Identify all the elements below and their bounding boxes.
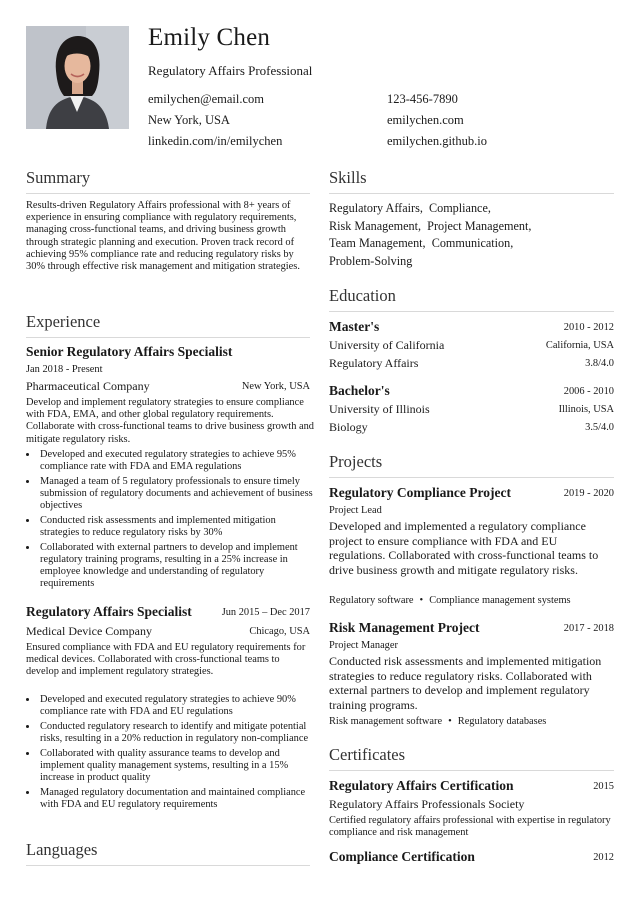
project-title: Risk Management Project xyxy=(329,620,480,635)
project-tag: Regulatory software xyxy=(329,595,414,606)
degree-gpa: 3.5/4.0 xyxy=(585,422,614,433)
github-link[interactable]: emilychen.github.io xyxy=(387,134,487,148)
summary-divider xyxy=(26,193,310,194)
languages-divider xyxy=(26,865,310,866)
phone-number: 123-456-7890 xyxy=(387,92,458,106)
skill-item: Problem-Solving xyxy=(329,253,413,268)
job-bullet: • Managed a team of 5 regulatory professionals to ensure timely submission of regulatory documents and achievement of business objectives xyxy=(38,476,314,512)
certificate-issuer: Regulatory Affairs Professionals Society xyxy=(329,797,525,811)
skill-item: Team Management, xyxy=(329,236,426,251)
job-location: New York, USA xyxy=(241,381,310,392)
project-role: Project Manager xyxy=(329,640,398,651)
school-name: University of Illinois xyxy=(329,402,430,416)
project-description: Conducted risk assessments and implemented mitigation strategies to reduce regulatory risks. Collaborated with external partners to develop and implement regulatory training programs. xyxy=(329,654,602,712)
school-location: California, USA xyxy=(545,340,614,351)
project-dates: 2017 - 2018 xyxy=(563,623,614,634)
skill-item: Regulatory Affairs, xyxy=(329,201,423,215)
job-dates: Jun 2015 – Dec 2017 xyxy=(221,607,310,618)
school-location: Illinois, USA xyxy=(558,404,614,415)
degree-field: Biology xyxy=(329,420,368,434)
skill-item: Project Management, xyxy=(427,218,532,233)
job-company: Medical Device Company xyxy=(26,624,152,638)
certificate-title: Compliance Certification xyxy=(329,849,475,864)
experience-divider xyxy=(26,337,310,338)
degree-field: Regulatory Affairs xyxy=(329,356,419,370)
job-bullet: • Conducted risk assessments and implemented mitigation strategies to reduce regulatory risks by 30% xyxy=(38,515,314,539)
certificate-title: Regulatory Affairs Certification xyxy=(329,778,514,793)
job-dates: Jan 2018 - Present xyxy=(26,364,103,375)
degree-gpa: 3.8/4.0 xyxy=(585,358,614,369)
project-description: Developed and implemented a regulatory compliance project to ensure compliance with FDA and EU regulations. Collaborated with cross-functional teams to drive business growth and mitigate regulatory risks. xyxy=(329,519,599,577)
experience-heading: Experience xyxy=(26,312,101,331)
job-bullets xyxy=(26,694,314,814)
skills-heading: Skills xyxy=(329,168,367,187)
certificates-divider xyxy=(329,770,614,771)
job-title: Senior Regulatory Affairs Specialist xyxy=(26,344,233,359)
certificates-heading: Certificates xyxy=(329,745,406,764)
job-title: Regulatory Affairs Specialist xyxy=(26,604,192,619)
certificate-description: Certified regulatory affairs professional with expertise in regulatory compliance and risk management xyxy=(329,815,611,839)
job-bullet: • Collaborated with quality assurance teams to develop and implement quality management systems, resulting in a 15% increase in product quality xyxy=(38,748,314,784)
project-tag: Regulatory databases xyxy=(457,716,547,727)
projects-heading: Projects xyxy=(329,452,383,471)
project-role: Project Lead xyxy=(329,505,382,516)
project-dates: 2019 - 2020 xyxy=(563,488,614,499)
languages-heading: Languages xyxy=(26,840,98,859)
job-company: Pharmaceutical Company xyxy=(26,379,150,393)
skills-list xyxy=(329,200,614,270)
profile-photo xyxy=(26,26,129,129)
degree-title: Bachelor's xyxy=(329,383,390,398)
job-bullet: • Collaborated with external partners to develop and implement regulatory training programs, resulting in a 25% increase in employee knowledge and understanding of regulatory requirements xyxy=(38,542,314,590)
school-name: University of California xyxy=(329,338,445,352)
linkedin-link[interactable]: linkedin.com/in/emilychen xyxy=(148,134,283,148)
project-tag: Risk management software xyxy=(329,716,443,727)
location-text: New York, USA xyxy=(148,113,230,127)
job-description: Develop and implement regulatory strategies to ensure compliance with FDA, EMA, and other global regulatory requirements. Collaborate with cross-functional teams to drive business growth and mitigate regulatory risks. xyxy=(26,397,314,445)
project-tags: Risk management software • Regulatory databases xyxy=(329,716,547,727)
website-link[interactable]: emilychen.com xyxy=(387,113,464,127)
project-title: Regulatory Compliance Project xyxy=(329,485,511,500)
skill-item: Communication, xyxy=(431,236,514,251)
job-bullet: • Developed and executed regulatory strategies to achieve 95% compliance rate with FDA and EMA regulations xyxy=(38,449,314,473)
candidate-title: Regulatory Affairs Professional xyxy=(148,63,313,78)
job-bullets xyxy=(26,449,314,593)
degree-dates: 2006 - 2010 xyxy=(563,386,614,397)
job-bullet: • Developed and executed regulatory strategies to achieve 90% compliance rate with FDA and EU regulations xyxy=(38,694,314,718)
certificate-year: 2012 xyxy=(593,852,614,863)
candidate-name: Emily Chen xyxy=(148,24,271,51)
email-link[interactable]: emilychen@email.com xyxy=(148,92,264,106)
job-bullet: • Managed regulatory documentation and maintained compliance with FDA and EU regulatory requirements xyxy=(38,787,314,811)
certificate-year: 2015 xyxy=(593,781,614,792)
education-divider xyxy=(329,311,614,312)
job-description: Ensured compliance with FDA and EU regulatory requirements for medical devices. Collaborated with cross-functional teams to develop and implement regulatory strategies. xyxy=(26,642,306,678)
summary-heading: Summary xyxy=(26,168,91,187)
degree-dates: 2010 - 2012 xyxy=(563,322,614,333)
project-tag: Compliance management systems xyxy=(429,595,571,606)
skill-item: Compliance, xyxy=(428,201,491,215)
skill-item: Risk Management, xyxy=(329,218,422,233)
job-bullet: • Conducted regulatory research to identify and mitigate potential risks, resulting in a 20% reduction in regulatory non-compliance xyxy=(38,721,314,745)
skills-divider xyxy=(329,193,614,194)
job-location: Chicago, USA xyxy=(249,626,310,637)
summary-text: Results-driven Regulatory Affairs professional with 8+ years of experience in ensuring compliance with regulatory requirements, managing cross-functional teams, and driving business growth through strategic planning and execution. Proven track record of achieving 95% compliance rate and reducing regulatory risks by 30% through effective risk management and mitigation strategies. xyxy=(26,200,300,273)
degree-title: Master's xyxy=(329,319,380,334)
projects-divider xyxy=(329,477,614,478)
profile-photo-image xyxy=(26,26,129,129)
project-tags: Regulatory software • Compliance management systems xyxy=(329,595,571,606)
education-heading: Education xyxy=(329,286,396,305)
